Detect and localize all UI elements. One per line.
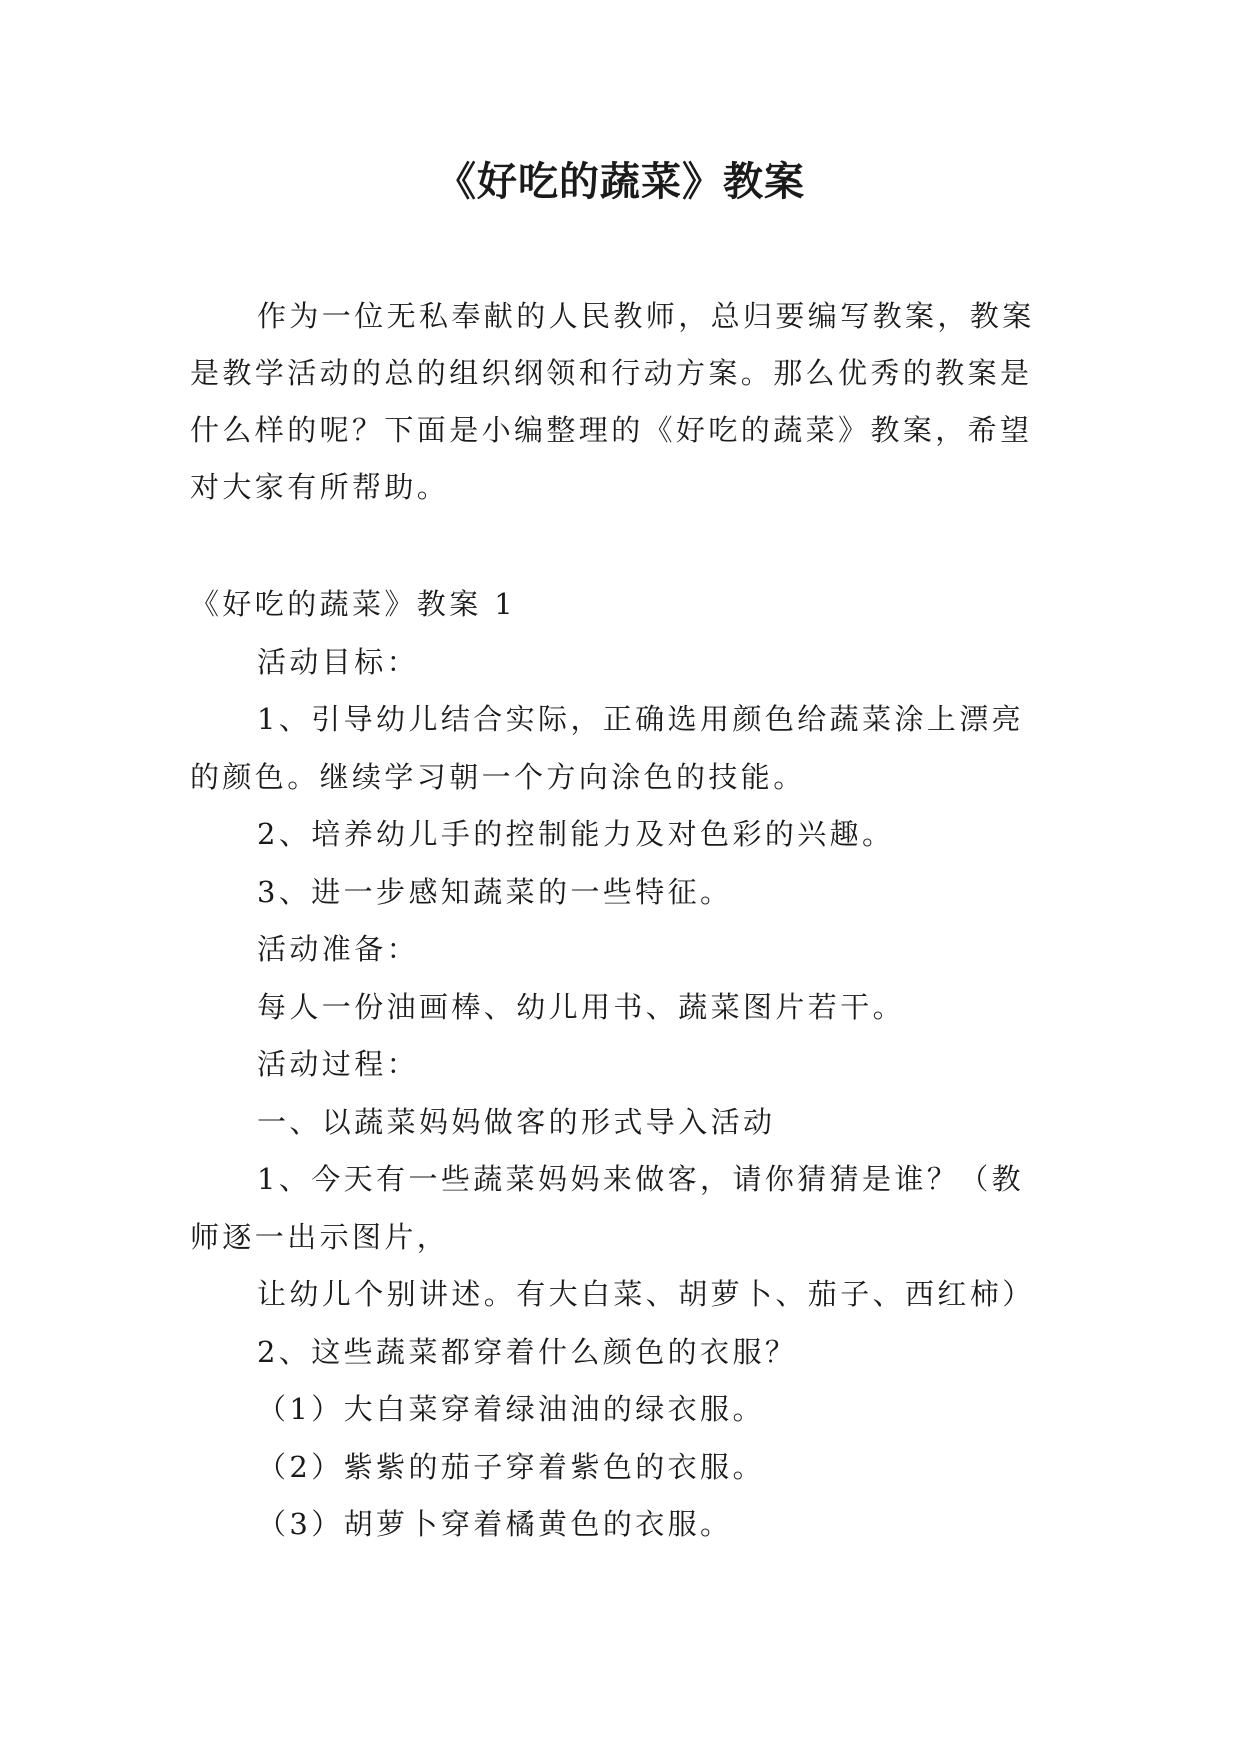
- body-line: 每人一份油画棒、幼儿用书、蔬菜图片若干。: [257, 989, 906, 1024]
- body-line: 让幼儿个别讲述。有大白菜、胡萝卜、茄子、西红柿）: [257, 1277, 1035, 1311]
- body-line: 3、进一步感知蔬菜的一些特征。: [257, 874, 733, 909]
- document-body: [190, 576, 1090, 1554]
- body-line: 一、以蔬菜妈妈做客的形式导入活动: [257, 1104, 776, 1139]
- document-title: 《好吃的蔬菜》教案: [436, 159, 805, 205]
- body-line: 《好吃的蔬菜》教案 1: [190, 587, 517, 621]
- intro-paragraph: 作为一位无私奉献的人民教师，总归要编写教案，教案是教学活动的总的组织纲领和行动方案。那么优秀的教案是什么样的呢？下面是小编整理的《好吃的蔬菜》教案，希望对大家有所帮助。: [190, 299, 1035, 504]
- body-line: 1、引导幼儿结合实际，正确选用颜色给蔬菜涂上漂亮: [257, 702, 1025, 736]
- body-line: （1）大白菜穿着绿油油的绿衣服。: [257, 1392, 765, 1426]
- body-line: 2、培养幼儿手的控制能力及对色彩的兴趣。: [257, 817, 895, 851]
- body-line: 2、这些蔬菜都穿着什么颜色的衣服？: [257, 1334, 798, 1369]
- body-line: 1、今天有一些蔬菜妈妈来做客，请你猜猜是谁？（教: [257, 1162, 1025, 1196]
- body-line: 活动准备：: [257, 932, 420, 966]
- body-line: （2）紫紫的茄子穿着紫色的衣服。: [257, 1449, 765, 1484]
- body-line: （3）胡萝卜穿着橘黄色的衣服。: [257, 1507, 733, 1541]
- body-line: 活动目标：: [257, 644, 420, 679]
- body-line: 师逐一出示图片，: [190, 1219, 450, 1254]
- body-line: 活动过程：: [257, 1047, 420, 1081]
- body-line: 的颜色。继续学习朝一个方向涂色的技能。: [190, 759, 806, 794]
